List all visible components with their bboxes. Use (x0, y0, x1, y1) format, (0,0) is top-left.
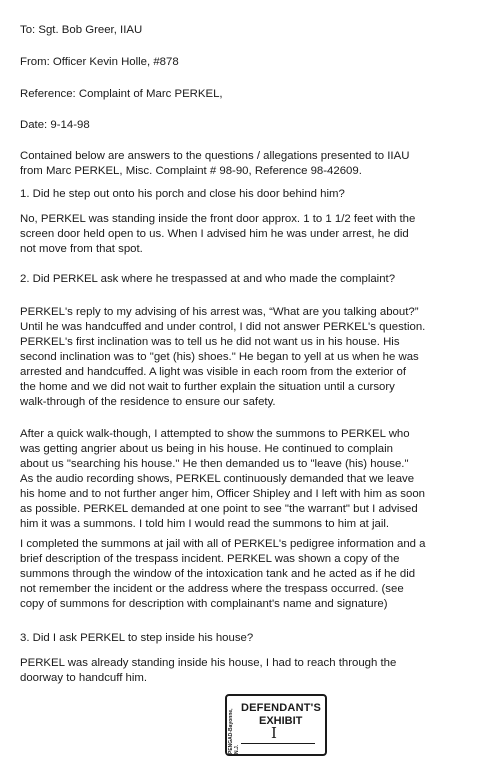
answer-line: No, PERKEL was standing inside the front door approx. 1 to 1 1/2 feet with the (20, 213, 416, 225)
stamp-subtitle: EXHIBIT (259, 715, 303, 727)
stamp-vendor-text: PENGAD-Bayonne, N.J. (228, 708, 240, 754)
intro-paragraph (20, 149, 476, 179)
answer-line: brief description of the trespass incident. PERKEL was shown a copy of the (20, 553, 400, 565)
answer-2-paragraph-1 (20, 305, 476, 410)
stamp-handwritten-mark: I (271, 724, 277, 742)
answer-1 (20, 212, 476, 257)
date-line: Date: 9-14-98 (20, 119, 90, 131)
question-2: 2. Did PERKEL ask where he trespassed at and who made the complaint? (20, 273, 396, 285)
answer-2-paragraph-2 (20, 427, 476, 532)
question-1: 1. Did he step out onto his porch and close his door behind him? (20, 188, 345, 200)
answer-line: I completed the summons at jail with all of PERKEL's pedigree information and a (20, 538, 426, 550)
reference-line: Reference: Complaint of Marc PERKEL, (20, 88, 223, 100)
stamp-underline (241, 743, 315, 744)
answer-line: not move from that spot. (20, 243, 143, 255)
intro-line: from Marc PERKEL, Misc. Complaint # 98-90, Reference 98-42609. (20, 165, 362, 177)
answer-line: the home and we did not wait to further explain the situation until a cursory (20, 381, 395, 393)
answer-line: PERKEL's reply to my advising of his arrest was, “What are you talking about?” (20, 306, 419, 318)
answer-line: not remember the incident or the address where the trespass occurred. (see (20, 583, 404, 595)
answer-line: second inclination was to "get (his) shoes." He began to yell at us when he was (20, 351, 419, 363)
answer-line: PERKEL was already standing inside his house, I had to reach through the (20, 657, 397, 669)
answer-line: his home and to not further anger him, Officer Shipley and I left with him as soon (20, 488, 426, 500)
answer-line: copy of summons for description with complainant's name and signature) (20, 598, 388, 610)
from-line: From: Officer Kevin Holle, #878 (20, 56, 179, 68)
answer-line: screen door held open to us. When I advised him he was under arrest, he did (20, 228, 409, 240)
answer-line: was getting angrier about us being in his house. He continued to complain (20, 443, 393, 455)
stamp-title: DEFENDANT'S (241, 702, 321, 714)
answer-line: walk-through of the residence to ensure our safety. (20, 396, 276, 408)
answer-line: doorway to handcuff him. (20, 672, 148, 684)
answer-line: him it was a summons. I told him I would read the summons to him at jail. (20, 518, 390, 530)
question-3: 3. Did I ask PERKEL to step inside his house? (20, 632, 254, 644)
answer-2-paragraph-3 (20, 537, 476, 612)
answer-line: After a quick walk-though, I attempted to show the summons to PERKEL who (20, 428, 410, 440)
answer-line: summons through the window of the intoxication tank and he acted as if he did (20, 568, 416, 580)
answer-3 (20, 656, 476, 686)
answer-line: As the audio recording shows, PERKEL continuously demanded that we leave (20, 473, 415, 485)
answer-line: PERKEL's first inclination was to tell us he did not want us in his house. His (20, 336, 400, 348)
answer-line: arrested and handcuffed. A light was visible in each room from the exterior of (20, 366, 407, 378)
intro-line: Contained below are answers to the questions / allegations presented to IIAU (20, 150, 410, 162)
defendants-exhibit-stamp (225, 694, 327, 756)
answer-line: about us "searching his house." He then demanded us to "leave (his) house." (20, 458, 409, 470)
answer-line: Until he was handcuffed and under control, I did not answer PERKEL's question. (20, 321, 426, 333)
to-line: To: Sgt. Bob Greer, IIAU (20, 24, 143, 36)
answer-line: as possible. PERKEL demanded at one point to see "the warrant" but I advised (20, 503, 418, 515)
